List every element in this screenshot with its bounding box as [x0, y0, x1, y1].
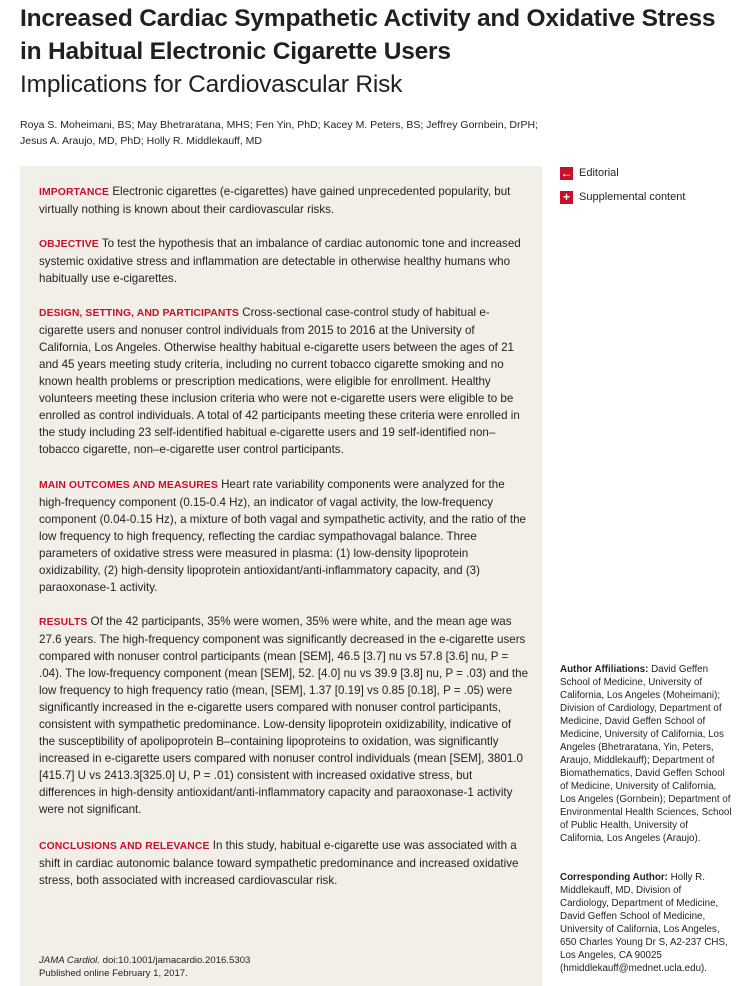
- design-text: Cross-sectional case-control study of habitual e-cigarette users and nonuser control individuals from 2015 to 2016 at the University of California, Los Angeles. Otherwise healthy habitual e-cigarette users between the ages of 21 and 45 years meeting study criteria, including no current tobacco cigarette smoking and no known health problems or prescription medications, were eligible for enrollment. Healthy volunteers meeting these inclusion criteria who were not e-cigarette users were eligible to be enrolled as control individuals. A total of 42 participants meeting these criteria were enrolled in the study including 23 self-identified habitual e-cigarette users and 19 self-identified non–tobacco cigarette, non–e-cigarette user control participants.: [39, 306, 520, 456]
- abstract-results: [39, 613, 529, 818]
- affiliations-text: David Geffen School of Medicine, University of California, Los Angeles (Moheimani); Division of Cardiology, Department of Medicine, David Geffen School of Medicine, University of California, Los Angeles (Bhetraratana, Yin, Peters, Araujo, Middlekauff); Department of Biomathematics, David Geffen School of Medicine, University of California, Los Angeles (Gornbein); Department of Environmental Health Sciences, School of Public Health, University of California, Los Angeles (Araujo).: [560, 664, 732, 844]
- title-text: Increased Cardiac Sympathetic Activity and Oxidative Stress in Habitual Electronic Cigarette Users: [20, 5, 716, 65]
- author-list: [20, 117, 540, 149]
- citation-footer: [39, 954, 459, 980]
- corresponding-text: Holly R. Middlekauff, MD, Division of Cardiology, Department of Medicine, David Geffen School of Medicine, University of California, Los Angeles, 650 Charles Young Dr S, A2-237 CHS, Los Angeles, CA 90025 (hmiddlekauff@mednet.ucla.edu).: [560, 872, 728, 974]
- editorial-label: Editorial: [579, 167, 619, 179]
- editorial-link[interactable]: [560, 166, 619, 180]
- importance-label: IMPORTANCE: [39, 187, 110, 198]
- plus-icon: +: [560, 191, 573, 204]
- abstract-importance: [39, 183, 529, 218]
- journal-name: JAMA Cardiol.: [39, 955, 100, 966]
- results-label: RESULTS: [39, 617, 88, 628]
- article-title: [20, 2, 732, 101]
- corresponding-author: [560, 871, 732, 975]
- results-text: Of the 42 participants, 35% were women, 35% were white, and the mean age was 27.6 years. The high-frequency component was significantly decreased in the e-cigarette users compared with nonuser control participants (mean [SEM], 46.5 [3.7] nu vs 57.8 [3.6] nu, P = .04). The low-frequency component (mean [SEM], 52. [4.0] nu vs 39.9 [3.8] nu, P = .03) and the low frequency to high frequency ratio (mean, [SEM], 1.37 [0.19] vs 0.85 [0.18], P = .05) were significantly increased in the e-cigarette users compared with nonuser control participants, consistent with sympathetic predominance. Low-density lipoprotein oxidizability, indicative of the susceptibility of apolipoprotein B–containing lipoproteins to oxidation, was significantly increased in e-cigarette users compared with nonuser control individuals (mean [SEM], 3801.0 [415.7] U vs 2413.3[325.0] U, P = .01) consistent with increased oxidative stress, but differences in high-density antioxidant/anti-inflammatory capacity and paraoxonase-1 activity were not significant.: [39, 615, 529, 816]
- conclusions-text: In this study, habitual e-cigarette use was associated with a shift in cardiac autonomic balance toward sympathetic predominance and increased oxidative stress, both associated with increased cardiovascular risk.: [39, 839, 519, 887]
- affiliations-label: Author Affiliations:: [560, 664, 649, 675]
- abstract-design: [39, 304, 529, 458]
- doi-text: doi:10.1001/jamacardio.2016.5303: [102, 955, 251, 966]
- importance-text: Electronic cigarettes (e-cigarettes) have gained unprecedented popularity, but virtually nothing is known about their cardiovascular risks.: [39, 185, 511, 216]
- abstract-objective: [39, 235, 529, 287]
- objective-text: To test the hypothesis that an imbalance of cardiac autonomic tone and increased systemic oxidative stress and inflammation are detectable in otherwise healthy humans who habitually use e-cigarettes.: [39, 237, 521, 285]
- article-subtitle: Implications for Cardiovascular Risk: [20, 71, 403, 98]
- supplemental-content-link[interactable]: [560, 190, 685, 204]
- design-label: DESIGN, SETTING, AND PARTICIPANTS: [39, 308, 239, 319]
- conclusions-label: CONCLUSIONS AND RELEVANCE: [39, 841, 210, 852]
- authors-line-2: Jesus A. Araujo, MD, PhD; Holly R. Middlekauff, MD: [20, 135, 262, 147]
- outcomes-label: MAIN OUTCOMES AND MEASURES: [39, 480, 218, 491]
- arrow-left-icon: ←: [560, 165, 573, 180]
- objective-label: OBJECTIVE: [39, 239, 99, 250]
- supplemental-label: Supplemental content: [579, 191, 686, 203]
- author-affiliations: [560, 663, 732, 845]
- abstract-outcomes: [39, 476, 529, 596]
- authors-line-1: Roya S. Moheimani, BS; May Bhetraratana, MHS; Fen Yin, PhD; Kacey M. Peters, BS; Jeffrey Gornbein, DrPH;: [20, 119, 539, 131]
- published-date: Published online February 1, 2017.: [39, 968, 188, 979]
- abstract-conclusions: [39, 837, 529, 889]
- outcomes-text: Heart rate variability components were analyzed for the high-frequency component (0.15-0.4 Hz), an indicator of vagal activity, the low-frequency component (0.04-0.15 Hz), a mixture of both vagal and sympathetic activity, and the ratio of the low frequency to high frequency, reflecting the cardiac sympathovagal balance. Three parameters of oxidative stress were measured in plasma: (1) low-density lipoprotein oxidizability, (2) high-density lipoprotein antioxidant/anti-inflammatory capacity, and (3) paraoxonase-1 activity.: [39, 478, 526, 594]
- corresponding-label: Corresponding Author:: [560, 872, 668, 883]
